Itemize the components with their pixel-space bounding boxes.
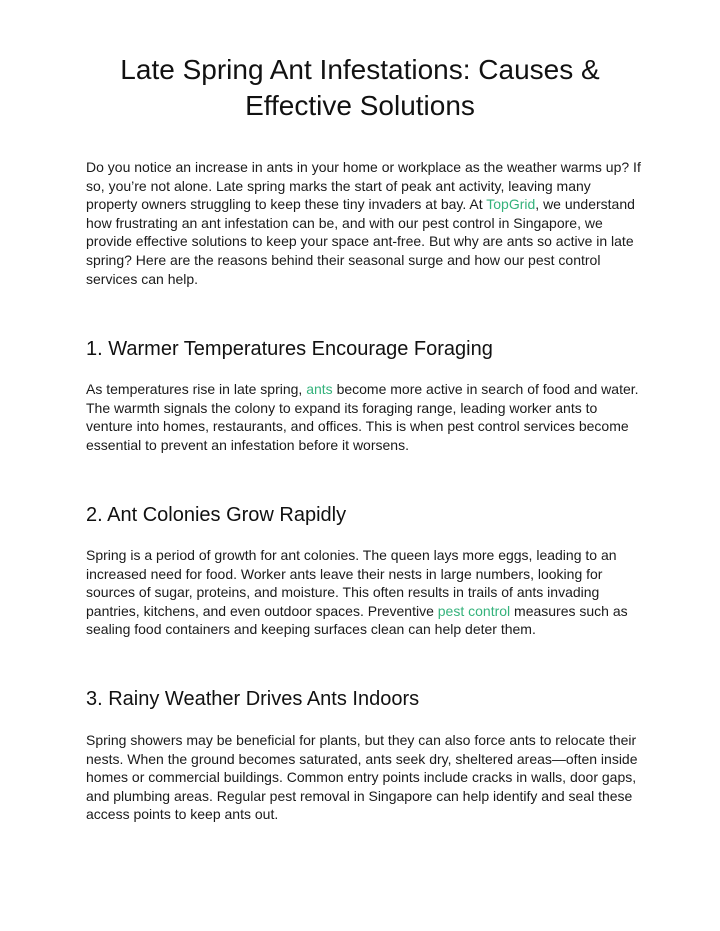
- intro-text-end: , we understand how frustrating an ant infestation can be, and with our pest control in Singapore, we provide effective solutions to keep your space ant-free. But why are ants so active in late spring? Here are the reasons behind their seasonal surge and how our pest control services can help.: [86, 196, 635, 287]
- section-2-heading: 2. Ant Colonies Grow Rapidly: [86, 504, 347, 526]
- intro-text-start: Do you notice an increase in ants in your home or workplace as the weather warms up? If so, you’re not alone. Late spring marks the start of peak ant activity, leaving many property owners struggling to keep these tiny invaders at bay. At: [86, 159, 641, 213]
- section-2-text-start: Spring is a period of growth for ant colonies. The queen lays more eggs, leading to an increased need for food. Worker ants leave their nests in large numbers, looking for sources of sugar, proteins, and moisture. This often results in trails of ants invading pantries, kitchens, and even outdoor spaces. Preventive: [86, 547, 617, 619]
- ants-link[interactable]: ants: [306, 381, 333, 397]
- section-1-text-end: become more active in search of food and water. The warmth signals the colony to expand its foraging range, leading worker ants to venture into homes, restaurants, and offices. This is when pest control services become essential to prevent an infestation before it worsens.: [86, 381, 639, 453]
- title-line-1: Late Spring Ant Infestations: Causes &: [120, 54, 600, 85]
- section-2-text-end: measures such as sealing food containers and keeping surfaces clean can help deter them.: [86, 602, 628, 638]
- intro-paragraph: [86, 158, 646, 288]
- section-3-heading: 3. Rainy Weather Drives Ants Indoors: [86, 688, 420, 710]
- section-1-text-start: As temperatures rise in late spring,: [86, 381, 307, 397]
- pest-control-link[interactable]: pest control: [437, 602, 511, 619]
- section-1-heading: 1. Warmer Temperatures Encourage Foraging: [86, 338, 493, 360]
- section-1-paragraph: [86, 380, 646, 454]
- page-title: [60, 52, 660, 124]
- section-2-paragraph: [86, 546, 646, 639]
- topgrid-link[interactable]: TopGrid: [486, 196, 536, 213]
- title-line-2: Effective Solutions: [245, 90, 475, 121]
- section-3-paragraph: Spring showers may be beneficial for plants, but they can also force ants to relocate their nests. When the ground becomes saturated, ants seek dry, sheltered areas—often inside homes or commercial buildings. Common entry points include cracks in walls, door gaps, and plumbing areas. Regular pest removal in Singapore can help identify and seal these access points to keep ants out.: [86, 732, 638, 823]
